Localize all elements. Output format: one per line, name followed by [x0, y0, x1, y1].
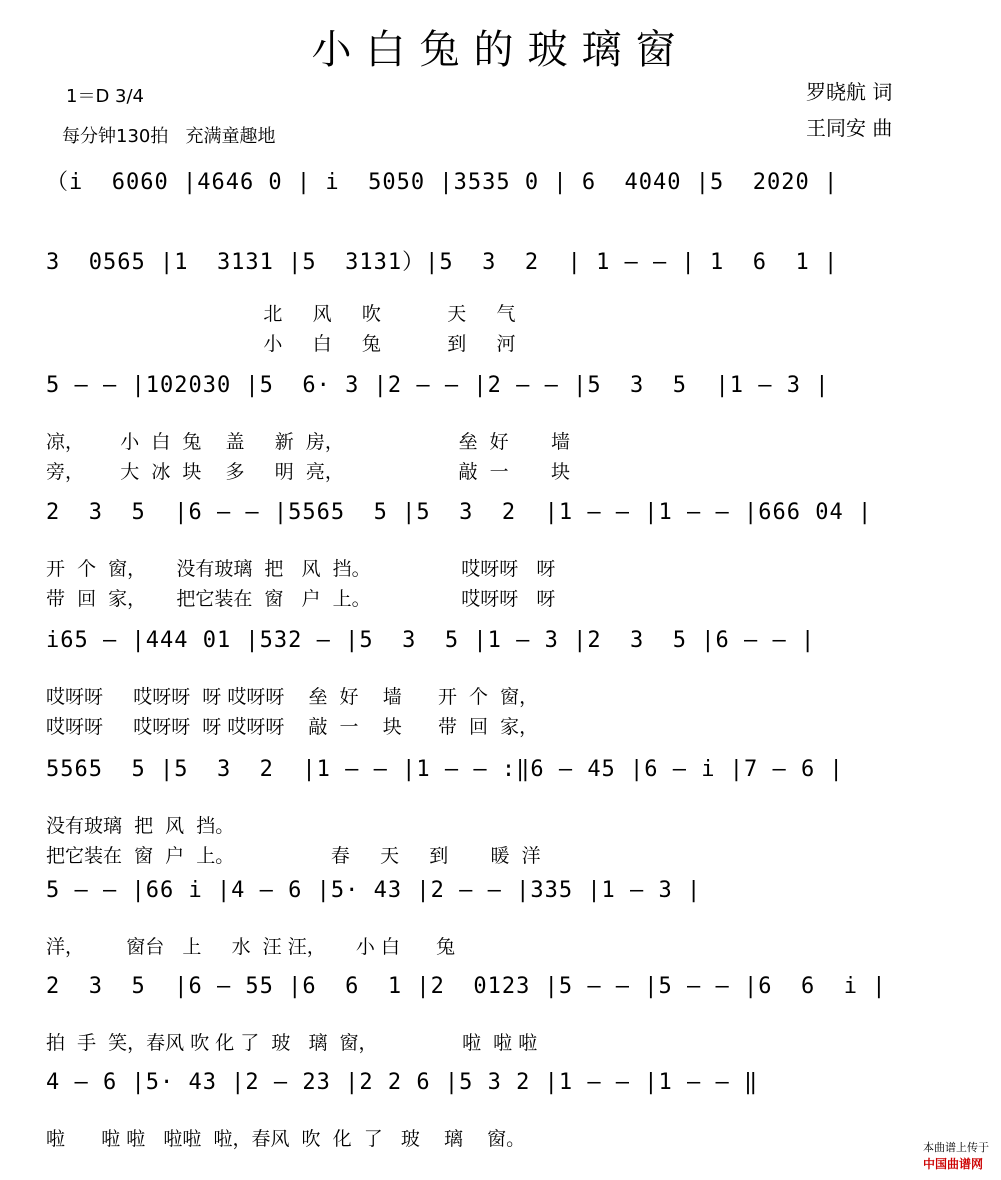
site-logo: 中国曲谱网: [923, 1157, 984, 1171]
lyric-line: 凉， 小 白 兔 盖 新 房， 垒 好 墙: [46, 431, 570, 453]
key-signature: 1＝D 3/4: [66, 86, 145, 107]
lyric-line: 带 回 家， 把它装在 窗 户 上。 哎呀呀 呀: [46, 588, 556, 610]
notation-line: 2 3 5 |6 — 55 |6 6 1 |2 0123 |5 — — |5 — — |6 6 i |: [46, 974, 887, 999]
lyric-line: 旁， 大 冰 块 多 明 亮， 敲 一 块: [46, 461, 570, 483]
notation-line: 4 — 6 |5· 43 |2 — 23 |2 2 6 |5 3 2 |1 — — |1 — — ‖: [46, 1070, 759, 1095]
lyric-line: 没有玻璃 把 风 挡。: [46, 815, 235, 837]
notation-line: （i 6060 |4646 0 | i 5050 |3535 0 | 6 4040 |5 2020 |: [46, 170, 839, 195]
tempo-marking: 每分钟130拍 充满童趣地: [62, 126, 276, 147]
lyric-line: 把它装在 窗 户 上。 春 天 到 暖 洋: [46, 845, 541, 867]
lyric-line: 哎呀呀 哎呀呀 呀 哎呀呀 垒 好 墙 开 个 窗，: [46, 686, 539, 708]
lyric-line: 哎呀呀 哎呀呀 呀 哎呀呀 敲 一 块 带 回 家，: [46, 716, 539, 738]
notation-line: i65 — |444 01 |532 — |5 3 5 |1 — 3 |2 3 5 |6 — — |: [46, 628, 816, 653]
lyric-line: 洋， 窗台 上 水 汪 汪， 小 白 兔: [46, 936, 456, 958]
notation-line: 5 — — |66 i |4 — 6 |5· 43 |2 — — |335 |1 — 3 |: [46, 878, 702, 903]
notation-line: 5565 5 |5 3 2 |1 — — |1 — — :‖6 — 45 |6 — i |7 — 6 |: [46, 757, 844, 782]
lyric-line: 拍 手 笑，春风 吹 化 了 玻 璃 窗， 啦 啦 啦: [46, 1032, 538, 1054]
lyric-line: 开 个 窗， 没有玻璃 把 风 挡。 哎呀呀 呀: [46, 558, 556, 580]
notation-line: 3 0565 |1 3131 |5 3131）|5 3 2 | 1 — — | 1 6 1 |: [46, 250, 839, 275]
footer-text: 本曲谱上传于: [923, 1141, 989, 1154]
lyric-line: 北 风 吹 天 气: [46, 303, 516, 325]
notation-line: 5 — — |102030 |5 6· 3 |2 — — |2 — — |5 3 5 |1 — 3 |: [46, 373, 830, 398]
footer-watermark: [916, 1126, 989, 1172]
lyric-line: 小 白 兔 到 河: [46, 333, 516, 355]
lyric-line: 啦 啦 啦 啦啦 啦，春风 吹 化 了 玻 璃 窗。: [46, 1128, 526, 1150]
composer-credit: 王同安 曲: [806, 116, 893, 140]
notation-line: 2 3 5 |6 — — |5565 5 |5 3 2 |1 — — |1 — — |666 04 |: [46, 500, 873, 525]
lyricist-credit: 罗晓航 词: [806, 80, 893, 104]
score-title: 小白兔的玻璃窗: [311, 27, 690, 73]
